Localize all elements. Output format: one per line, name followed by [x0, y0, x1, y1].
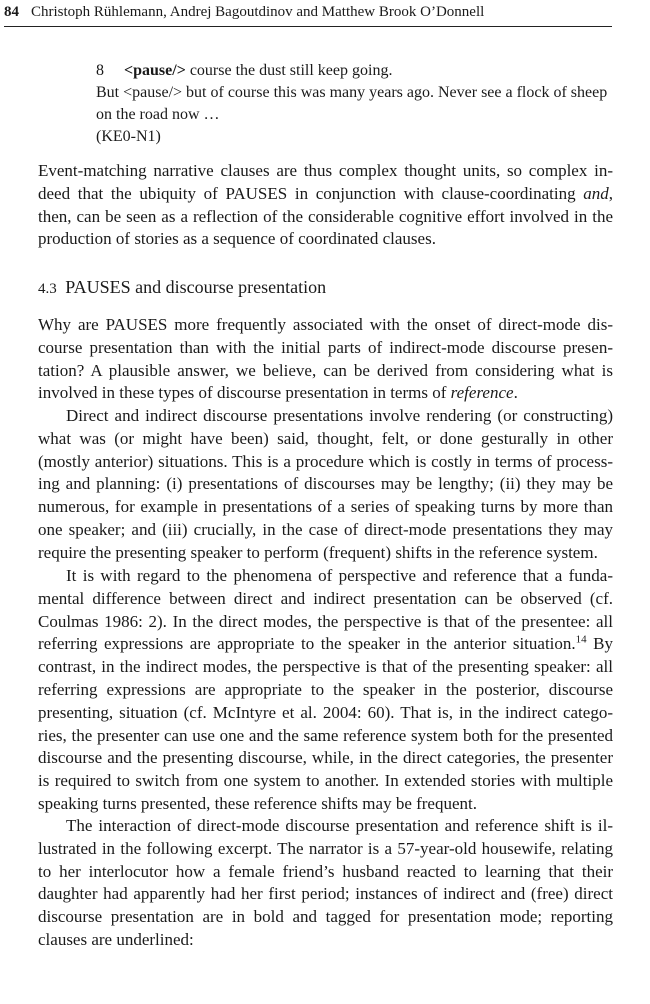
intro-italic-and: and [583, 183, 609, 203]
intro-text-1: Event-matching narrative clauses are thus complex thought units, so complex indeed that the ubiquity of PAUSES in conjunction with clause-coordinating [38, 161, 613, 203]
intro-paragraph [38, 160, 613, 251]
section-number: 4.3 [38, 281, 57, 297]
transcript-example [96, 60, 616, 148]
paragraph-2: Direct and indirect discourse presentations involve rendering (or constructing) what was (or might have been) said, thought, felt, or done gesturally in other (mostly anterior) situations. This is a procedure which is costly in terms of processing and planning: (i) presentations of discourses may be lengthy; (ii) they may be numerous, for example in presentations of a series of speaking turns by more than one speaker; and (iii) crucially, in the case of direct-mode presentations they may require the presenting speaker to perform (frequent) shifts in the reference system. [38, 406, 613, 562]
paragraph-1 [38, 314, 613, 405]
example-line-number: 8 [96, 62, 104, 79]
paragraph-1-end: . [513, 383, 518, 403]
example-line-1-text: course the dust still keep going. [185, 62, 393, 79]
running-header [4, 2, 612, 27]
section-title: PAUSES and discourse presentation [65, 277, 327, 297]
footnote-marker: 14 [575, 633, 587, 646]
paragraph-1-italic: reference [450, 383, 514, 403]
pause-tag: <pause/> [124, 62, 186, 79]
header-authors: Christoph Rühlemann, Andrej Bagoutdinov and Matthew Brook O’Donnell [31, 4, 485, 20]
example-source: (KE0-N1) [96, 128, 161, 145]
paragraph-3 [38, 565, 613, 816]
example-line-2: But <pause/> but of course this was many years ago. Never see a flock of sheep on the road now … [96, 84, 608, 123]
paragraph-1-text: Why are PAUSES more frequently associated with the onset of direct-mode discourse presentation than with the initial parts of indirect-mode discourse presentation? A plausible answer, we believe, can be derived from considering what is involved in these types of discourse presentation in terms of [38, 315, 613, 403]
page-number: 84 [4, 4, 19, 20]
intro-text-2: , then, can be seen as a reflection of the considerable cognitive effort involved in the production of stories as a sequence of coordinated clauses. [38, 183, 613, 249]
paragraph-3-text-2: By contrast, in the indirect modes, the perspective is that of the presenting speaker: all referring expressions are appropriate to the speaker in the posterior, discourse presenting, situation (cf. McIntyre et al. 2004: 60). That is, in the indirect categories, the presenter can use one and the same reference system both for the presented discourse and the presenting discourse, while, in the direct categories, the presenter is required to switch from one system to another. In extended stories with multiple speaking turns presented, these reference shifts may be frequent. [38, 634, 613, 813]
paragraph-4: The interaction of direct-mode discourse presentation and reference shift is illustrated in the following excerpt. The narrator is a 57-year-old housewife, relating to her interlocutor how a female friend’s husband reacted to learning that their daughter had apparently had her first period; instances of indirect and (free) direct discourse presentation are in bold and tagged for presentation mode; reporting clauses are underlined: [38, 816, 613, 949]
section-heading [38, 276, 326, 300]
example-line-1 [96, 60, 616, 82]
paragraph-3-text-1: It is with regard to the phenomena of perspective and reference that a fundamental difference between direct and indirect presentation can be observed (cf. Coulmas 1986: 2). In the direct modes, the perspective is that of the presentee: all referring expressions are appropriate to the speaker in the anterior situation. [38, 566, 613, 654]
